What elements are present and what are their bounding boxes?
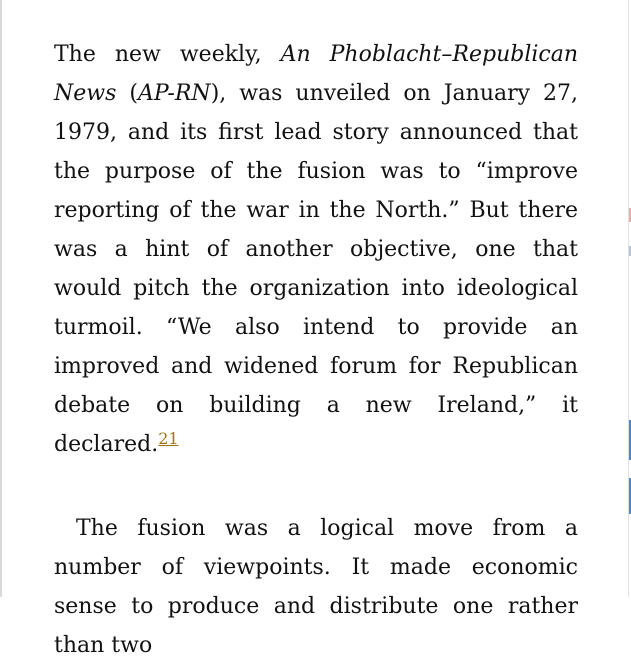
paragraph-2: The fusion was a logical move from a number of viewpoints. It made economic sense to produce and distribute one rather than two: [54, 516, 578, 658]
paragraph-1-text-c: ), was unveiled on January 27, 1979, and its first lead story announced that the purpose of the fusion was to “improve reporting of the war in the North.” But there was a hint of another objective, one that would pitch the organization into ideological turmoil. “We also intend to provide an improved and widened forum for Republican debate on building a new Ireland,” it declared.: [54, 81, 578, 457]
reading-pane: [54, 35, 578, 665]
page-left-border: [0, 0, 2, 597]
publication-abbreviation: AP-RN: [137, 81, 211, 106]
paragraph-1: [54, 35, 578, 464]
paragraph-1-text-b: (: [116, 81, 138, 106]
publication-title: An Phoblacht–Republican News: [54, 42, 578, 106]
paragraph-1-text-a: The new weekly,: [54, 42, 281, 67]
footnote-link[interactable]: 21: [158, 429, 179, 448]
